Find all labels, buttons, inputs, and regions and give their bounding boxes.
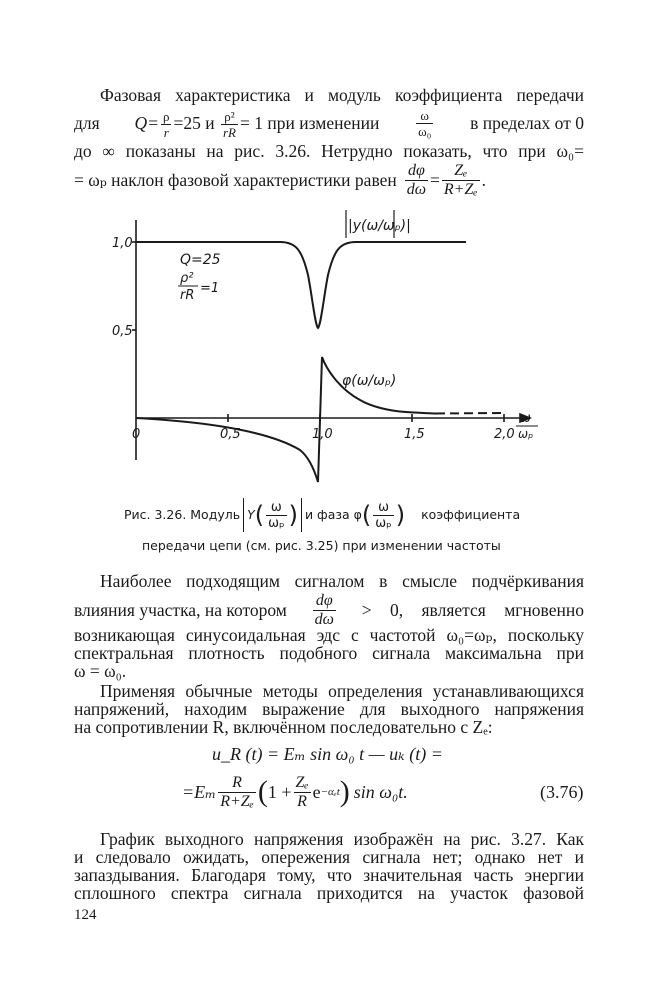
p4-line-2: и следовало ожидать, опережения сигнала нет; однако нет и — [74, 847, 584, 867]
p3-line-1: Применяя обычные методы определения устанавливающихся — [100, 681, 584, 701]
xtick-label-0: 0 — [132, 427, 141, 442]
label-rR: rR — [180, 288, 195, 303]
p2-line-5: ω = ω₀. — [74, 661, 127, 681]
figure-caption-line-1: Рис. 3.26. Модуль Y ( $\frac{\omega}{\text{ωₚ}}$ ) и фаза φ ( $\frac{\omega}{\text{ωₚ}}$ ) коэффициента — [124, 499, 521, 531]
figure-caption-line-2: передачи цепи (см. рис. 3.25) при изменении частоты — [142, 538, 501, 553]
p3-line-3: на сопротивлении R, включённом последовательно с Zₑ: — [74, 717, 493, 737]
xtick-label-2-0: 2,0 — [494, 427, 515, 442]
p2-line-4: спектральная плотность подобного сигнала максимальна при — [74, 643, 584, 663]
figure-3-26 — [110, 200, 550, 500]
p1-line-2: для Q= $\frac{\rho}{r}$ =25 и $\frac{\text{ρ²}}{rR}$ = 1 при изменении $\frac{\omega}{\text{ω₀}}$ в пределах от 0 — [74, 107, 584, 141]
p2-line-3: возникающая синусоидальная эдс с частотой ω₀=ωₚ, поскольку — [74, 625, 584, 645]
p1-line-1: Фазовая характеристика и модуль коэффициента передачи — [100, 85, 584, 105]
p2-line-1: Наиболее подходящим сигналом в смысле подчёркивания — [100, 571, 584, 591]
p1-l2-for: для — [74, 113, 100, 133]
label-q: Q=25 — [180, 252, 221, 268]
label-eq1: =1 — [200, 281, 220, 296]
xtick-label-1-5: 1,5 — [404, 427, 425, 442]
p1-line-4: = ωₚ наклон фазовой характеристики равен $\frac{d\varphi}{d\omega}$ = $\frac{\text{Zₑ}}{\text{R+Zₑ}}$ . — [74, 161, 486, 198]
p4-line-3: запаздывания. Благодаря тому, что значительная часть энергии — [74, 865, 584, 885]
xaxis-label-num: ω — [520, 411, 531, 426]
label-magnitude: |y(ω/ωₚ)| — [348, 218, 411, 234]
ytick-label-1-0: 1,0 — [112, 236, 133, 251]
phase-curve-dashed — [436, 413, 502, 414]
xtick-label-0-5: 0,5 — [220, 427, 241, 442]
formula-line-1: u_R (t) = Eₘ sin ω₀ t — uₖ (t) = — [212, 744, 443, 764]
xaxis-label-den: ωₚ — [518, 427, 534, 441]
formula-line-2: =Eₘ $\frac{R}{\text{R+Zₑ}}$ ( 1 + $\frac{\text{Zₑ}}{R}$ e −αₑt ) sin ω₀t. — [182, 773, 408, 810]
p3-line-2: напряжений, находим выражение для выходного напряжения — [74, 699, 584, 719]
p4-line-1: График выходного напряжения изображён на рис. 3.27. Как — [100, 829, 584, 849]
p4-line-4: сплошного спектра сигнала приходится на участок фазовой — [74, 883, 584, 903]
label-rho2: ρ² — [180, 271, 194, 286]
ytick-label-0-5: 0,5 — [112, 324, 133, 339]
label-phase: φ(ω/ωₚ) — [342, 373, 397, 389]
formula-number: (3.76) — [540, 782, 584, 802]
p1-line-3: до ∞ показаны на рис. 3.26. Нетрудно показать, что при ω₀= — [74, 141, 584, 161]
q-formula: Q= $\frac{\rho}{r}$ =25 и $\frac{\text{ρ²}}{rR}$ = 1 при изменении — [134, 109, 380, 141]
page-number: 124 — [74, 907, 97, 923]
p2-line-2: влияния участка, на котором $\frac{d\varphi}{d\omega}$ > 0, является мгновенно — [74, 591, 584, 628]
xtick-label-1-0: 1,0 — [312, 427, 333, 442]
